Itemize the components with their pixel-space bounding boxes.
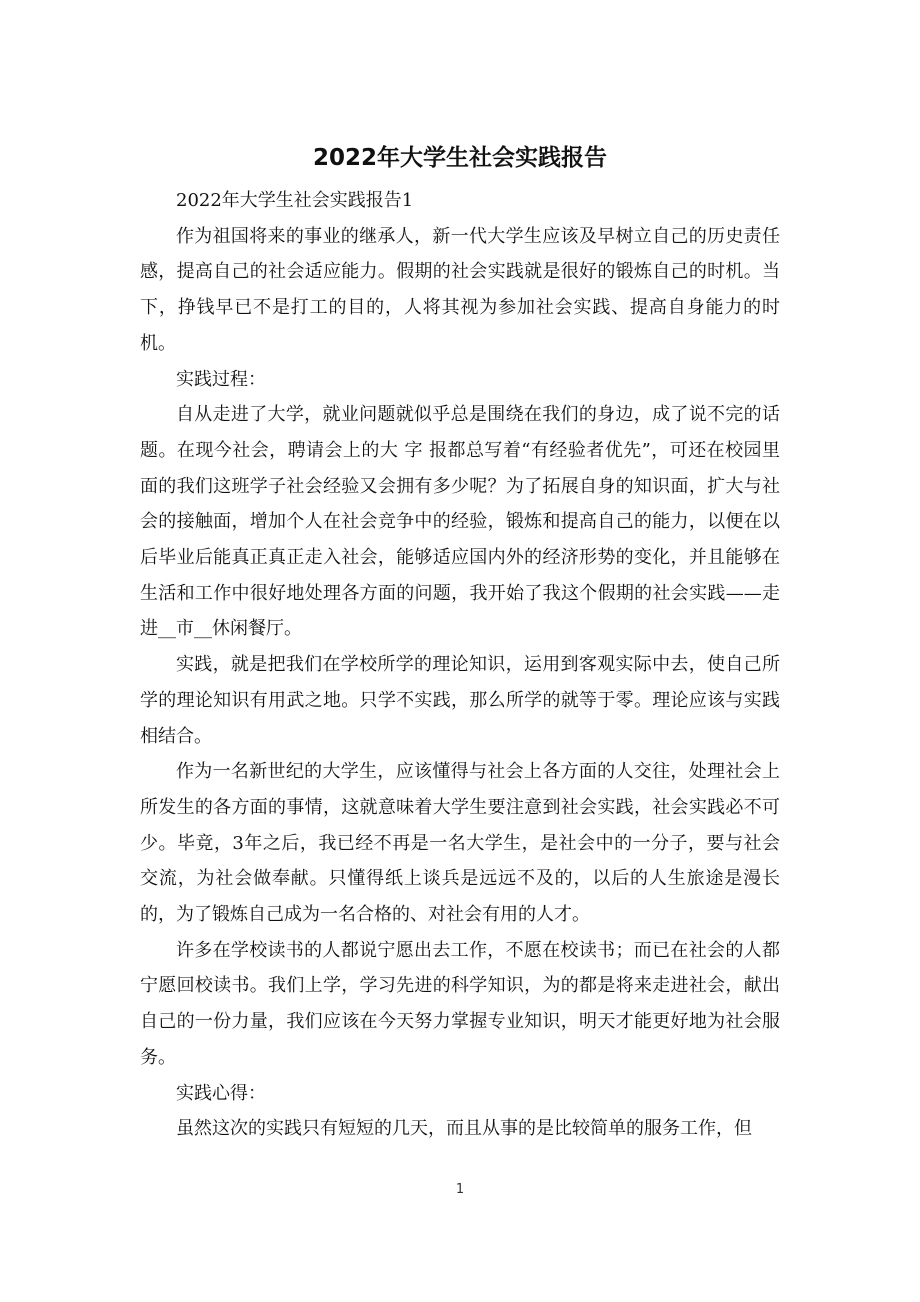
page-number: 1 — [455, 1182, 465, 1197]
document-title: 2022年大学生社会实践报告 — [312, 145, 607, 171]
document-body — [140, 183, 780, 1147]
paragraph-intro: 作为祖国将来的事业的继承人，新一代大学生应该及早树立自己的历史责任感，提高自己的社会适应能力。假期的社会实践就是很好的锻炼自己的时机。当下，挣钱早已不是打工的目的，人将其视为参加社会实践、提高自身能力的时机。 — [140, 225, 780, 354]
paragraph-subtitle: 2022年大学生社会实践报告1 — [176, 190, 414, 211]
paragraph-process: 自从走进了大学，就业问题就似乎总是围绕在我们的身边，成了说不完的话题。在现今社会，聘请会上的大 字 报都总写着“有经验者优先”，可还在校园里面的我们这班学子社会经验又会拥有多少呢？为了拓展自身的知识面，扩大与社会的接触面，增加个人在社会竞争中的经验，锻炼和提高自己的能力，以便在以后毕业后能真正真正走入社会，能够适应国内外的经济形势的变化，并且能够在生活和工作中很好地处理各方面的问题，我开始了我这个假期的社会实践——走进__市__休闲餐厅。 — [140, 404, 780, 640]
section-heading-process: 实践过程： — [176, 368, 266, 390]
section-heading-reflection: 实践心得： — [176, 1082, 266, 1104]
paragraph-student-role: 作为一名新世纪的大学生，应该懂得与社会上各方面的人交往，处理社会上所发生的各方面的事情，这就意味着大学生要注意到社会实践，社会实践必不可少。毕竟，3年之后，我已经不再是一名大学生，是社会中的一分子，要与社会交流，为社会做奉献。只懂得纸上谈兵是远远不及的，以后的人生旅途是漫长的，为了锻炼自己成为一名合格的、对社会有用的人才。 — [140, 761, 780, 926]
paragraph-reflection: 虽然这次的实践只有短短的几天，而且从事的是比较简单的服务工作，但 — [176, 1118, 752, 1140]
paragraph-school-vs-society: 许多在学校读书的人都说宁愿出去工作，不愿在校读书；而已在社会的人都宁愿回校读书。我们上学，学习先进的科学知识，为的都是将来走进社会，献出自己的一份力量，我们应该在今天努力掌握专业知识，明天才能更好地为社会服务。 — [140, 939, 780, 1068]
paragraph-practice-definition: 实践，就是把我们在学校所学的理论知识，运用到客观实际中去，使自己所学的理论知识有用武之地。只学不实践，那么所学的就等于零。理论应该与实践相结合。 — [140, 654, 780, 747]
